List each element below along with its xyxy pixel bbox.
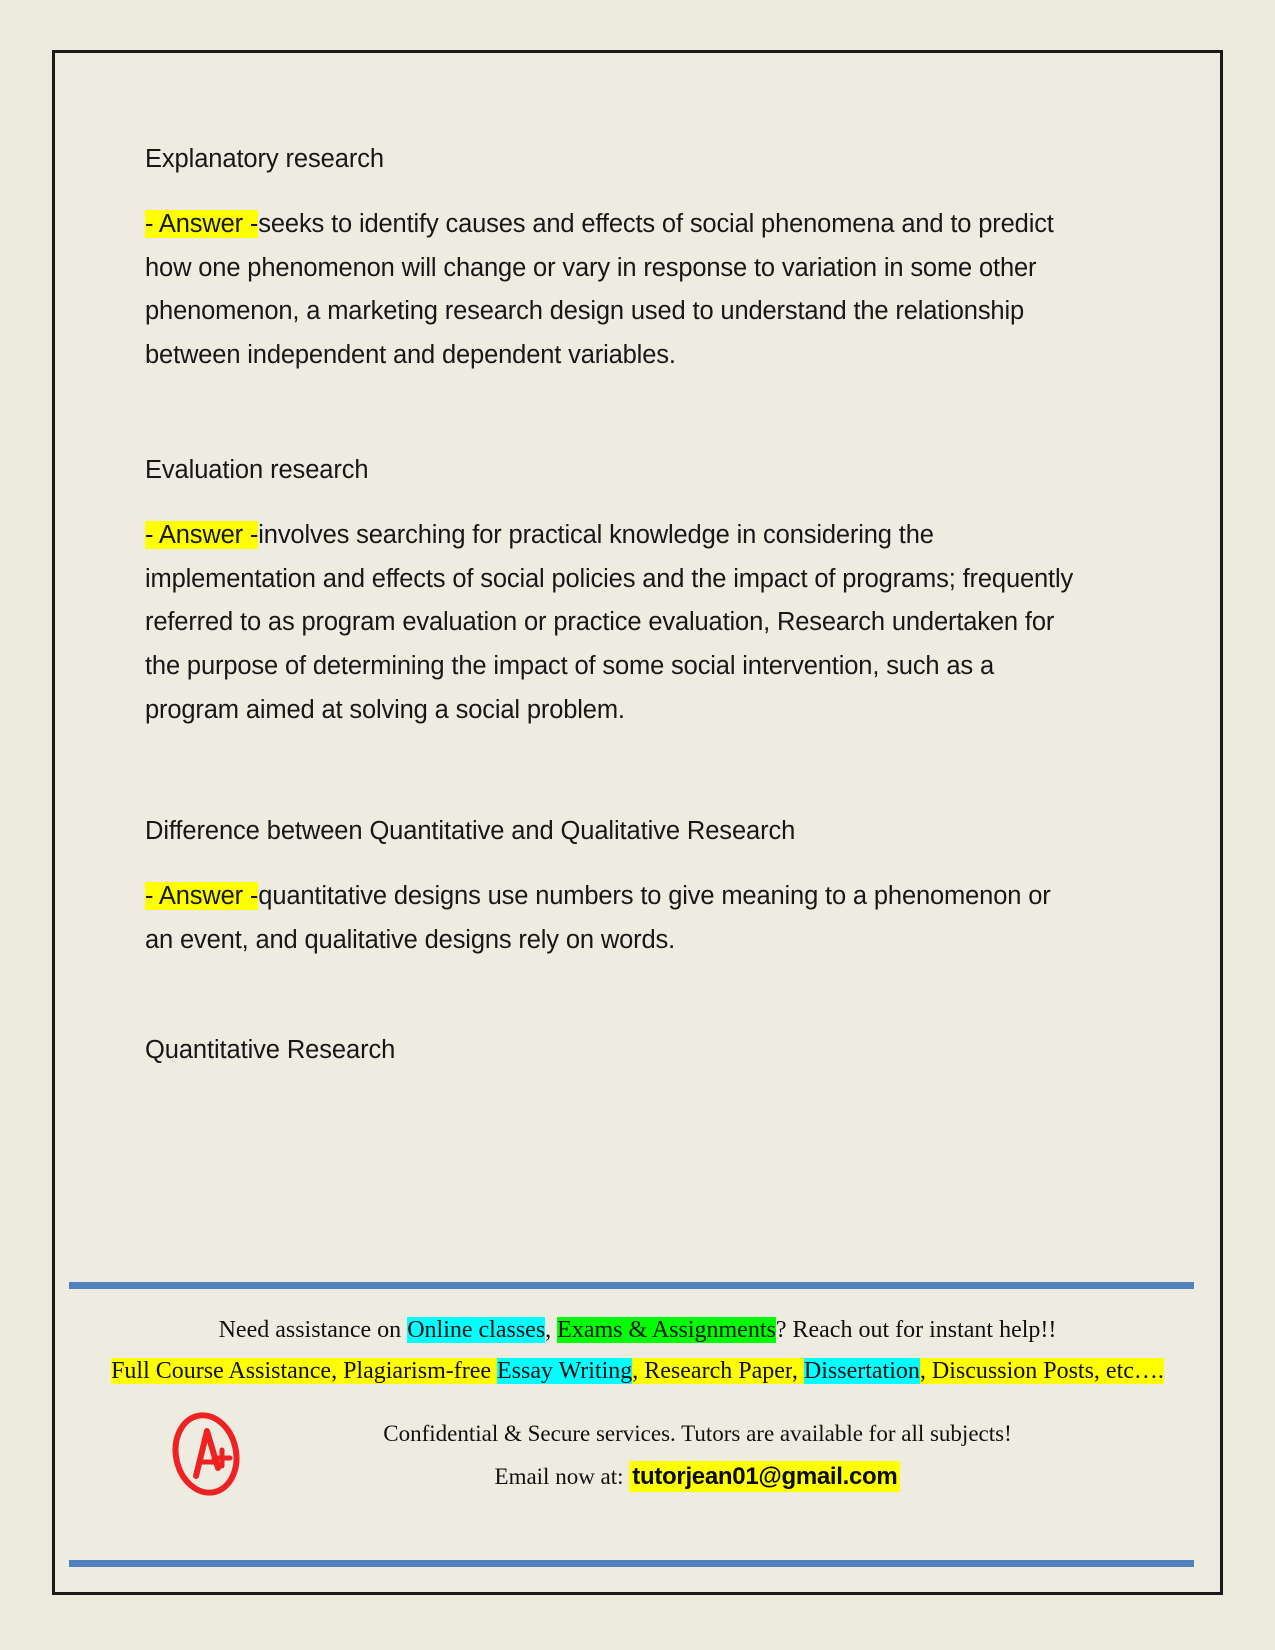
section-heading-quantitative-research: Quantitative Research <box>145 1036 396 1065</box>
footer-divider-bottom <box>69 1560 1194 1567</box>
document-page <box>52 50 1223 1595</box>
section-answer-explanatory-research <box>145 203 1080 378</box>
promo-highlight-research-paper: Research Paper <box>644 1358 792 1384</box>
answer-label: - Answer - <box>145 520 259 549</box>
answer-text: involves searching for practical knowledge in considering the implementation and effects of social policies and the impact of programs; frequently referred to as program evaluation or practice evaluation, Research undertaken for the purpose of determining the impact of some social intervention, such as a program aimed at solving a social problem. <box>145 520 1074 725</box>
section-heading-explanatory-research: Explanatory research <box>145 145 384 173</box>
promo-text-part: , <box>545 1317 558 1343</box>
promo-line-confidential: Confidential & Secure services. Tutors are available for all subjects! <box>383 1421 1012 1446</box>
promo-highlight-dissertation: Dissertation <box>803 1358 920 1384</box>
promo-highlight-full-course-assistance: Full Course Assistance <box>111 1358 332 1384</box>
answer-label: - Answer - <box>145 209 259 238</box>
answer-text: seeks to identify causes and effects of social phenomena and to predict how one phenomenon will change or vary in response to variation in some other phenomenon, a marketing research design used to understand the relationship between independent and dependent variables. <box>145 209 1054 370</box>
promo-highlight-online-classes: Online classes <box>407 1317 546 1343</box>
footer-divider-top <box>69 1282 1194 1289</box>
email-address[interactable]: tutorjean01@gmail.com <box>629 1461 900 1492</box>
section-spacer <box>145 733 1080 815</box>
email-label: Email now at: <box>494 1464 624 1489</box>
section-spacer <box>145 378 1080 454</box>
promo-line-email <box>55 1463 1275 1491</box>
promo-text-part: , <box>632 1358 645 1384</box>
promo-text-part: ? Reach out for instant help!! <box>775 1317 1057 1343</box>
promo-text-part: , <box>919 1358 932 1384</box>
answer-label: - Answer - <box>145 881 259 910</box>
promo-highlight-essay-writing: Essay Writing <box>497 1358 633 1384</box>
section-heading-quantitative-vs-qualitative: Difference between Quantitative and Qualitative Research <box>145 817 796 846</box>
promo-highlight-exams-assignments: Exams & Assignments <box>557 1317 776 1343</box>
section-heading-evaluation-research: Evaluation research <box>145 456 369 485</box>
answer-text: quantitative designs use numbers to give meaning to a phenomenon or an event, and qualitative designs rely on words. <box>145 881 1051 954</box>
promo-line-services <box>55 1358 1220 1385</box>
section-spacer <box>145 962 1080 1034</box>
section-answer-evaluation-research <box>145 514 1080 733</box>
promo-highlight-discussion-posts: Discussion Posts, etc…. <box>931 1358 1164 1384</box>
promo-footer <box>55 1282 1220 1592</box>
promo-line-assistance <box>55 1317 1220 1344</box>
section-answer-quantitative-vs-qualitative <box>145 875 1080 963</box>
document-body <box>145 143 1080 1094</box>
promo-text-part: Need assistance on <box>218 1317 408 1343</box>
promo-text-part: , <box>791 1358 804 1384</box>
promo-text-part: , Plagiarism-free <box>331 1358 498 1384</box>
